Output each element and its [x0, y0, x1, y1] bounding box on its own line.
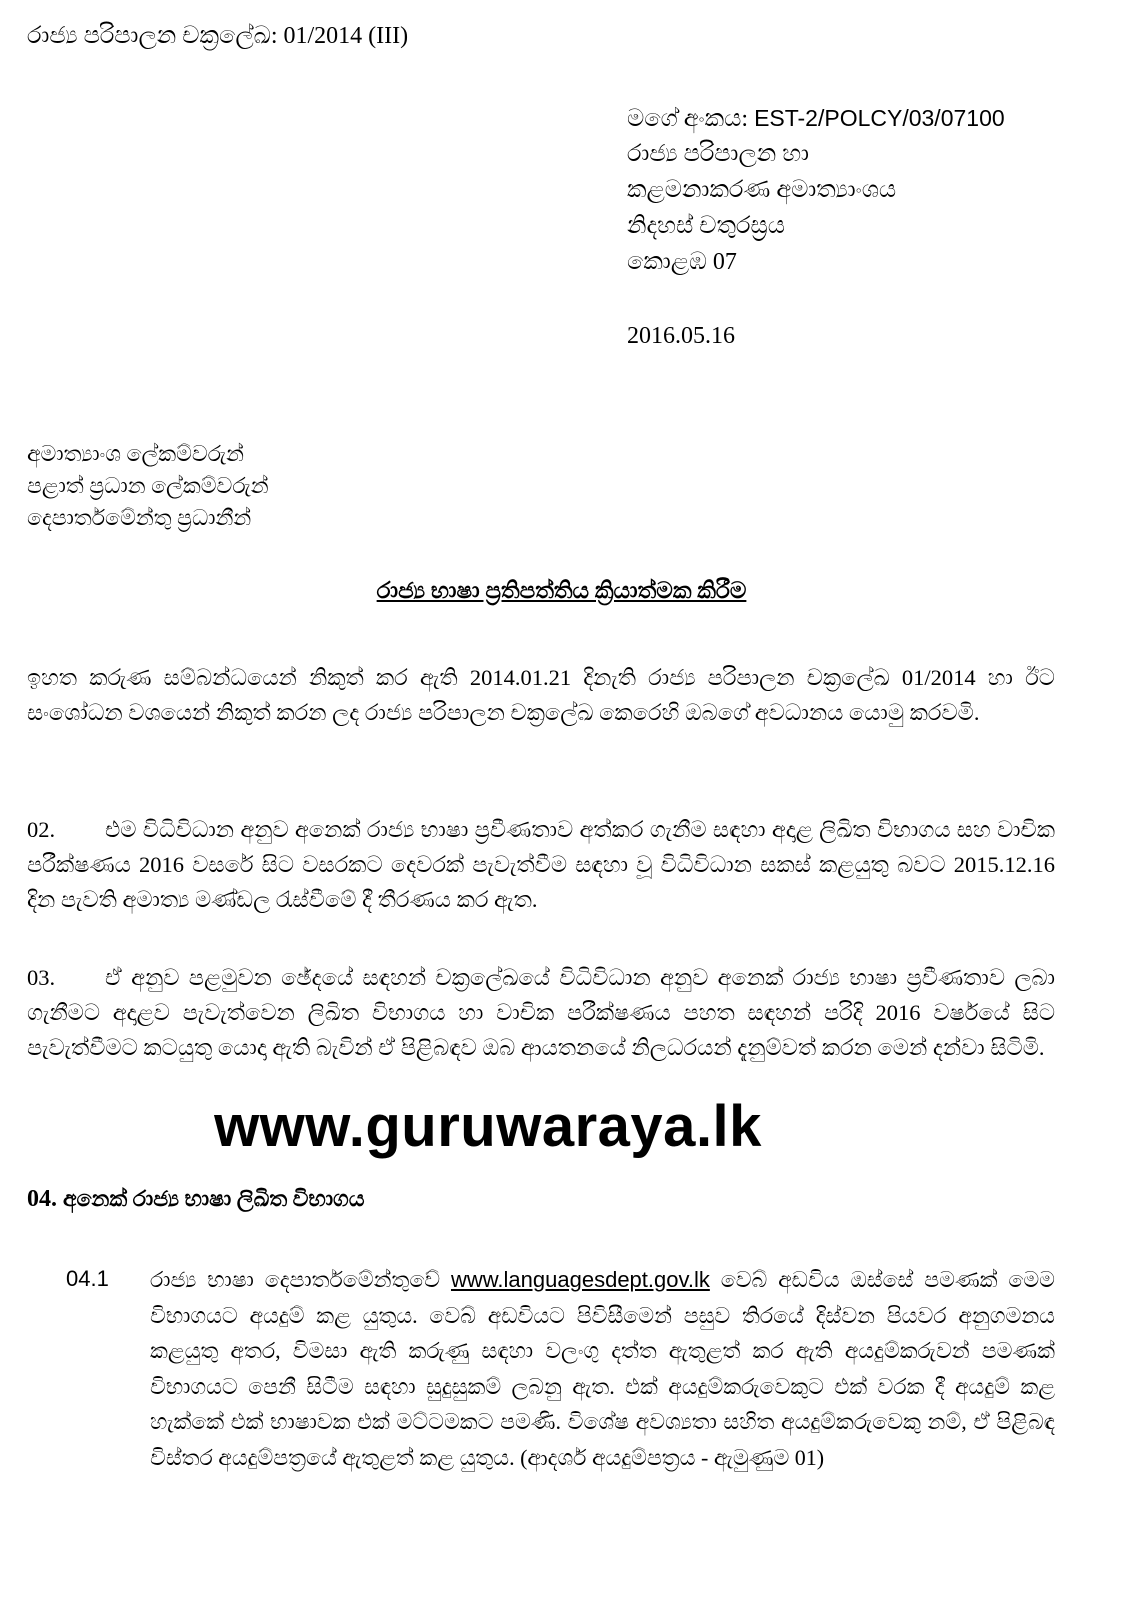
reference-label: මගේ අංකය:	[627, 106, 755, 132]
recipient-line: පළාත් ප්‍රධාන ලේකම්වරුන්	[27, 473, 269, 498]
subsection-text-rest: වෙබ් අඩවිය ඔස්සේ පමණක් මෙම විභාගයට අයදුම් කළ යුතුය. වෙබ් අඩවියට පිවිසීමෙන් පසුව තිරයේ දිස්වන පියවර අනුගමනය කළයුතු අතර, විමසා ඇති කරුණු සඳහා වලංගු දත්ත ඇතුළත් කර ඇති අයදුම්කරුවන් පමණක් විභාගයට පෙනී සිටීම සඳහා සුදුසුකම් ලබනු ඇත. එක් අයදුම්කරුවෙකුට එක් වරක දී අයදුම් කළ හැක්කේ එක් භාෂාවක එක් මට්ටමකට පමණි. විශේෂ අවශ්‍යතා සහිත අයදුම්කරුවෙකු නම්, ඒ පිළිබඳ විස්තර අයදුම්පත්‍රයේ ඇතුළත් කළ යුතුය. (ආදර්ශ අයදුම්පත්‍රය - ඇමුණුම 01)	[150, 1267, 1055, 1470]
address-line-street: නිදහස් චතුරස්‍රය	[627, 213, 786, 239]
address-line-ministry-1: රාජ්‍ය පරිපාලන හා	[627, 141, 810, 167]
subsection-04-1-text	[150, 1262, 1055, 1475]
address-line-city: කොළඹ 07	[627, 249, 737, 275]
paragraph-intro: ඉහත කරුණ සම්බන්ධයෙන් නිකුත් කර ඇති 2014.01.21 දිනැති රාජ්‍ය පරිපාලන චක්‍රලේඛ 01/2014 හා ඊට සංශෝධන වශයෙන් නිකුත් කරන ලද රාජ්‍ය පරිපාලන චක්‍රලේඛ කෙරෙහි ඔබගේ අවධානය යොමු කරවමි.	[27, 665, 1055, 725]
languages-dept-link[interactable]: www.languagesdept.gov.lk	[450, 1267, 710, 1292]
reference-line	[627, 100, 1005, 136]
paragraph-02	[27, 812, 1055, 917]
subject-heading	[0, 574, 1123, 608]
recipient-line: දෙපාර්තමේන්තු ප්‍රධානීන්	[27, 505, 252, 530]
paragraph-number: 03.	[27, 965, 56, 990]
sender-address	[627, 100, 1005, 280]
subsection-number: 04.1	[66, 1266, 109, 1291]
paragraph-text: එම විධිවිධාන අනුව අනෙක් රාජ්‍ය භාෂා ප්‍රවීණතාව අත්කර ගැනීම සඳහා අදාළ ලිඛිත විභාගය සහ වාචික පරීක්ෂණය 2016 වසරේ සිට වසරකට දෙවරක් පැවැත්වීම සඳහා වූ විධිවිධාන සකස් කළයුතු බවට 2015.12.16 දින පැවති අමාත්‍ය මණ්ඩල රැස්වීමේ දී තීරණය කර ඇත.	[27, 817, 1055, 912]
recipient-line: අමාත්‍යාංශ ලේකම්වරුන්	[27, 441, 244, 466]
recipients-block	[27, 438, 269, 534]
section-number: 04.	[27, 1186, 57, 1212]
subject-text: රාජ්‍ය භාෂා ප්‍රතිපත්තිය ක්‍රියාත්මක කිරීම	[376, 578, 747, 603]
reference-number: EST-2/POLCY/03/07100	[754, 105, 1005, 131]
paragraph-number: 02.	[27, 817, 56, 842]
watermark-website: www.guruwaraya.lk	[214, 1094, 762, 1159]
subsection-text-start: රාජ්‍ය භාෂා දෙපාර්තමේන්තුවේ	[150, 1267, 451, 1292]
circular-number: රාජ්‍ය පරිපාලන චක්‍රලේඛ: 01/2014 (III)	[27, 23, 409, 49]
section-title: අනෙක් රාජ්‍ය භාෂා ලිඛිත විභාගය	[63, 1186, 365, 1211]
letter-date: 2016.05.16	[627, 323, 735, 349]
paragraph-03	[27, 960, 1055, 1065]
section-04-heading	[27, 1182, 365, 1216]
paragraph-text: ඒ අනුව පළමුවන ඡේදයේ සඳහන් චක්‍රලේඛයේ විධිවිධාන අනුව අනෙක් රාජ්‍ය භාෂා ප්‍රවීණතාව ලබා ගැනීමට අදාළව පැවැත්වෙන ලිඛිත විභාගය හා වාචික පරීක්ෂණය පහත සඳහන් පරිදි 2016 වර්ෂයේ සිට පැවැත්වීමට කටයුතු යොදා ඇති බැවින් ඒ පිළිබඳව ඔබ ආයතනයේ නිලධරයන් දැනුම්වත් කරන මෙන් දන්වා සිටිමි.	[27, 965, 1055, 1060]
address-line-ministry-2: කළමනාකරණ අමාත්‍යාංශය	[627, 177, 897, 203]
